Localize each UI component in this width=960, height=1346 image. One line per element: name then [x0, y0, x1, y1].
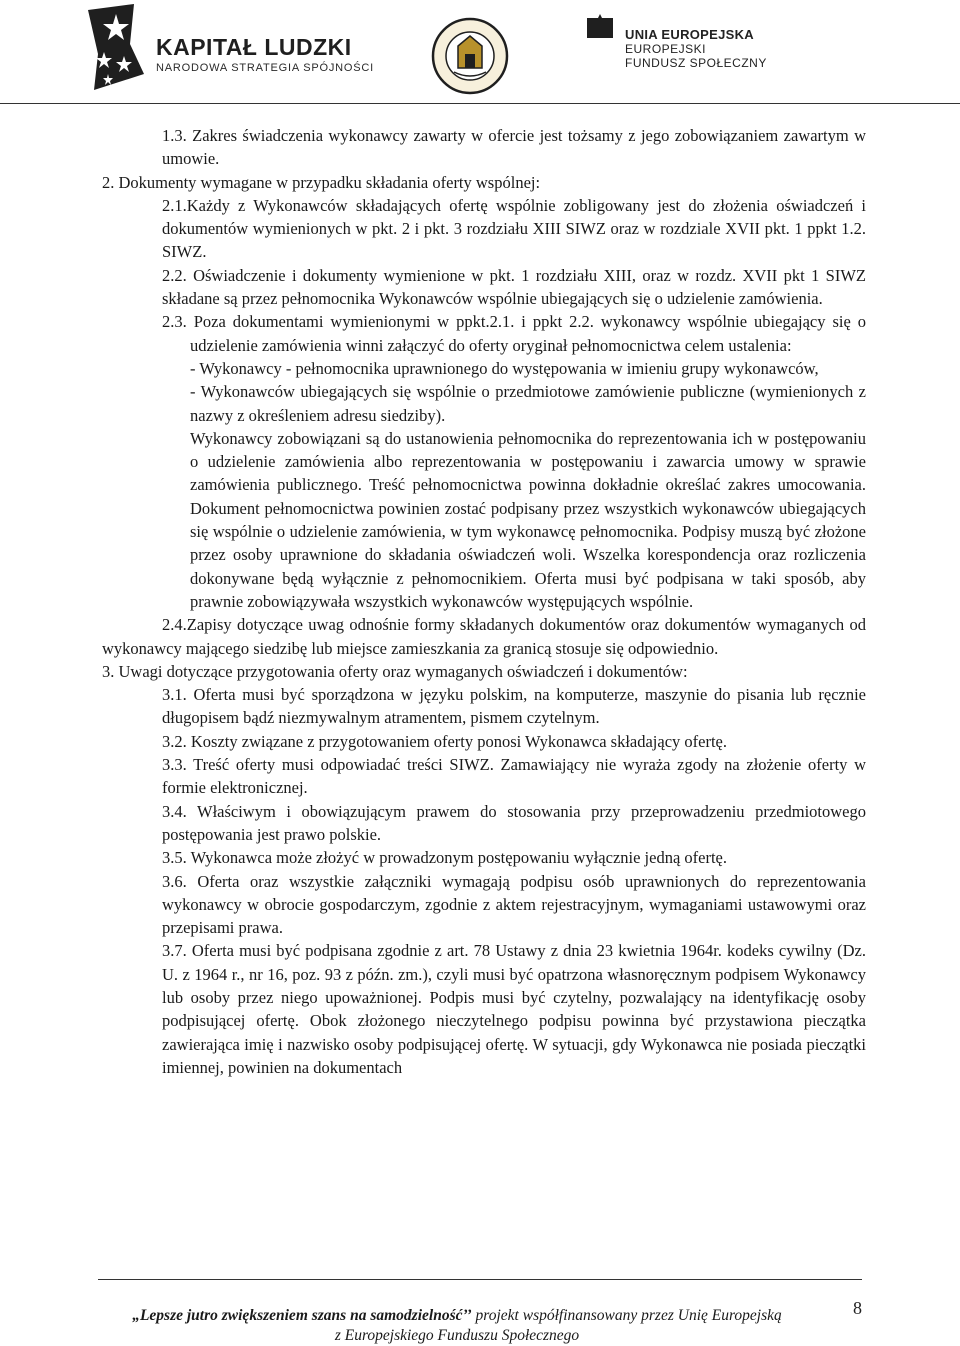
kapital-ludzki-subtitle: NARODOWA STRATEGIA SPÓJNOŚCI [156, 62, 374, 74]
ue-line1: UNIA EUROPEJSKA [625, 27, 754, 42]
paragraph-3-4: 3.4. Właściwym i obowiązującym prawem do stosowania przy przeprowadzeniu przedmiotowego postępowania jest prawo polskie. [162, 801, 866, 844]
paragraph-3-1: 3.1. Oferta musi być sporządzona w języku polskim, na komputerze, maszynie do pisania lub ręcznie długopisem bądź niezmywalnym atramentem, pismem czytelnym. [162, 685, 866, 728]
page-footer [98, 1306, 816, 1346]
paragraph-2-3-item-1: - Wykonawcy - pełnomocnika uprawnionego do występowania w imieniu grupy wykonawców, [190, 358, 819, 378]
ue-line2: EUROPEJSKI [625, 42, 707, 56]
paragraph-3-2: 3.2. Koszty związane z przygotowaniem oferty ponosi Wykonawca składający ofertę. [162, 731, 727, 751]
paragraph-3-7: 3.7. Oferta musi być podpisana zgodnie z art. 78 Ustawy z dnia 23 kwietnia 1964r. kodeks cywilny (Dz. U. z 1964 r., nr 16, poz. 93 z późn. zm.), czyli musi być opatrzona własnoręcznym podpisem Wykonawcy lub osoby przez niego upoważnionej. Podpis musi być czytelny, pozwalający na identyfikację osoby podpisującej ofertę. Obok złożonego nieczytelnego podpisu powinna być przystawiona pieczątka zawierająca imię i nazwisko osoby podpisującej ofertę. W sytuacji, gdy Wykonawca nie posiada pieczątki imiennej, powinien na dokumentach [162, 941, 866, 1077]
paragraph-3-3: 3.3. Treść oferty musi odpowiadać treści SIWZ. Zamawiający nie wyraża zgody na złożenie oferty w formie elektronicznej. [162, 755, 866, 798]
paragraph-2-2: 2.2. Oświadczenie i dokumenty wymienione w pkt. 1 rozdziału XIII, oraz w rozdz. XVII pkt 1 SIWZ składane są przez pełnomocnika Wykonawców wspólnie ubiegających się o udzielenie zamówienia. [162, 265, 866, 309]
paragraph-2: 2. Dokumenty wymagane w przypadku składania oferty wspólnej: [102, 172, 541, 192]
footer-divider [98, 1279, 862, 1280]
star-flag-icon [84, 4, 146, 90]
paragraph-3: 3. Uwagi dotyczące przygotowania oferty oraz wymaganych oświadczeń i dokumentów: [102, 661, 688, 681]
paragraph-2-4: 2.4.Zapisy dotyczące uwag odnośnie formy składanych dokumentów oraz dokumentów wymaganych od wykonawcy mającego siedzibę lub miejsce zamieszkania za granicą stosuje się odpowiednio. [102, 615, 866, 658]
document-body [0, 124, 960, 1079]
paragraph-3-6: 3.6. Oferta oraz wszystkie załączniki wymagają podpisu osób uprawnionych do reprezentowania wykonawcy w obrocie gospodarczym, zgodnie z aktem rejestracyjnym, wymaganiami ustawowymi oraz przepisami prawa. [162, 871, 866, 938]
header-divider [0, 103, 960, 104]
ue-line3: FUNDUSZ SPOŁECZNY [625, 56, 767, 70]
footer-line-2: z Europejskiego Funduszu Społecznego [334, 1327, 580, 1344]
unia-europejska-text [625, 28, 767, 70]
paragraph-2-3: 2.3. Poza dokumentami wymienionymi w ppkt.2.1. i ppkt 2.2. wykonawcy wspólnie ubiegający się o udzielenie zamówienia winni załączyć do oferty oryginał pełnomocnictwa celem ustalenia: [162, 312, 866, 355]
footer-slogan: „Lepsze jutro zwiększeniem szans na samodzielność’’ [132, 1307, 472, 1324]
paragraph-2-3-item-2: - Wykonawców ubiegających się wspólnie o przedmiotowe zamówienie publiczne (wymienionych z nazwy z określeniem adresu siedziby). [190, 382, 866, 425]
footer-line-1 [98, 1306, 816, 1326]
paragraph-1-3: 1.3. Zakres świadczenia wykonawcy zawarty w ofercie jest tożsamy z jego zobowiązaniem zawartym w umowie. [162, 126, 866, 169]
page-header [0, 0, 960, 105]
eu-flag-icon [585, 14, 615, 42]
kapital-ludzki-title: KAPITAŁ LUDZKI [156, 34, 352, 60]
footer-project-text: projekt współfinansowany przez Unię Europejską [471, 1307, 782, 1324]
page-number: 8 [853, 1298, 862, 1318]
paragraph-pelnomocnik: Wykonawcy zobowiązani są do ustanowienia pełnomocnika do reprezentowania ich w postępowaniu o udzielenie zamówienia albo reprezentowania w postępowaniu i zawarcia umowy w sprawie zamówienia publicznego. Treść pełnomocnictwa powinna dokładnie określać zakres umocowania. Dokument pełnomocnictwa powinien zostać podpisany przez wszystkich wykonawców ubiegających się wspólnie o udzielenie zamówienia, w tym wykonawcę pełnomocnika. Podpisy muszą być złożone przez osoby uprawnione do składania oświadczeń woli. Wszelka korespondencja oraz rozliczenia dokonywane będą wyłącznie z pełnomocnikiem. Oferta musi być podpisana w taki sposób, aby prawnie zobowiązywała wszystkich wykonawców występujących wspólnie. [190, 428, 866, 611]
paragraph-3-5: 3.5. Wykonawca może złożyć w prowadzonym postępowaniu wyłącznie jedną ofertę. [162, 848, 727, 868]
paragraph-2-1: 2.1.Każdy z Wykonawców składających ofertę wspólnie zobligowany jest do złożenia oświadczeń i dokumentów wymienionych w pkt. 2 i pkt. 3 rozdziału XIII SIWZ oraz w rozdziale XVII pkt. 1 ppkt 1.2. SIWZ. [162, 195, 866, 262]
pcpr-seal-logo [430, 16, 510, 96]
kapital-ludzki-logo [84, 4, 424, 94]
unia-europejska-logo [585, 12, 945, 92]
